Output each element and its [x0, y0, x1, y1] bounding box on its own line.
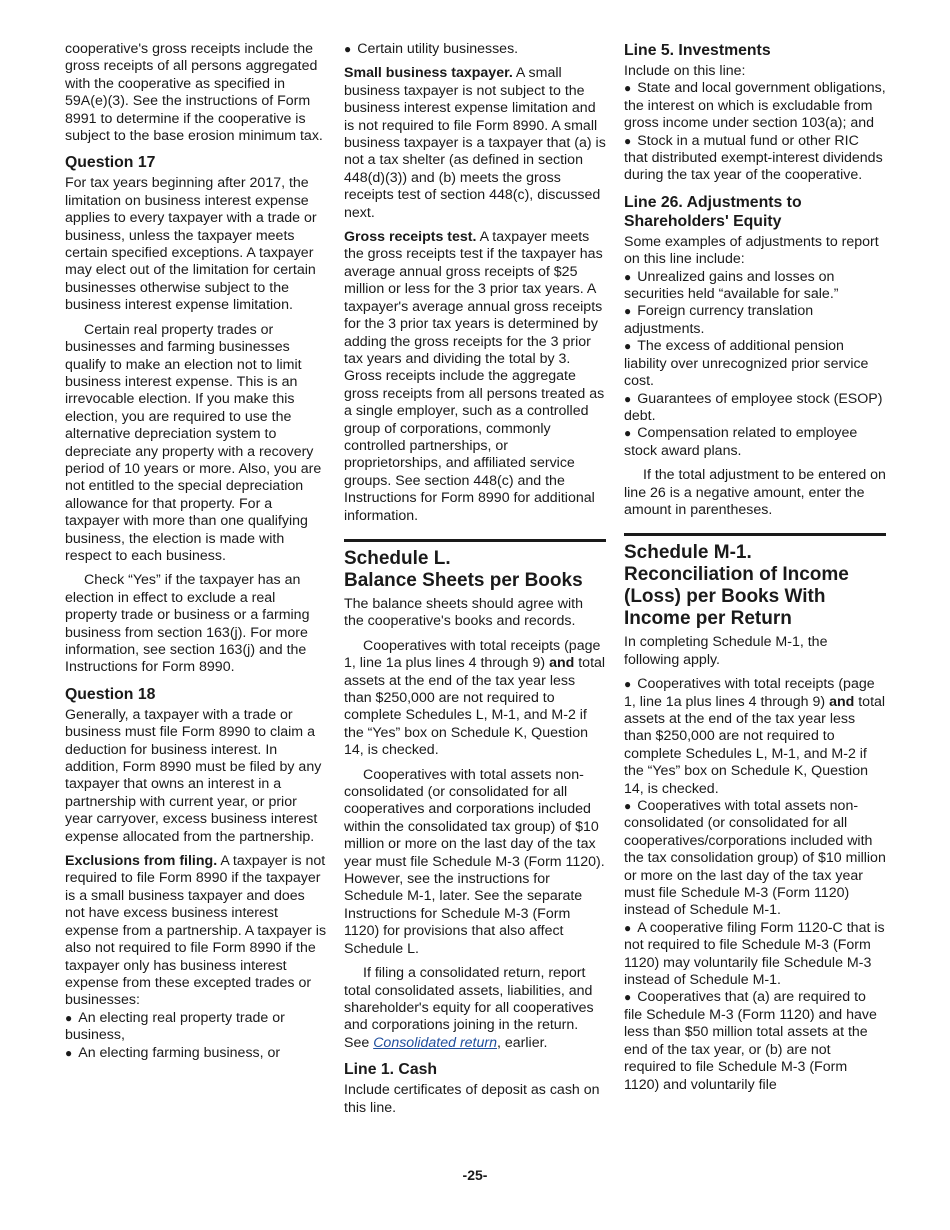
schedule-m1-intro: In completing Schedule M-1, the following apply. [624, 634, 828, 668]
bullet-icon: ● [624, 269, 632, 284]
question-17-paragraph-1: For tax years beginning after 2017, the limitation on business interest expense applies to every taxpayer with a trade or business, unless the taxpayer meets certain specified exceptions. A taxpayer may elect out of the limitation for certain businesses otherwise subject to the business interest expense limitation. [65, 175, 317, 314]
small-business-label: Small business taxpayer. [344, 65, 513, 82]
question-17-paragraph-3: Check “Yes” if the taxpayer has an election in effect to exclude a real property trade or business or a farming business from section 163(j). For more information, see section 163(j) and the Instructions for Form 8990. [65, 572, 310, 676]
question-18-heading: Question 18 [65, 685, 156, 703]
list-item: ● Cooperatives that (a) are required to file Schedule M-3 (Form 1120) and have less than $50 million total assets at the end of the tax year, or (b) are not required to file Schedule M-3 (Form 1120) and voluntarily file [624, 989, 877, 1093]
section-divider [344, 539, 606, 542]
list-item: ● Certain utility businesses. [344, 41, 519, 57]
exclusions-paragraph [65, 853, 327, 1010]
line-5-heading: Line 5. Investments [624, 42, 771, 59]
bullet-icon: ● [344, 42, 352, 56]
bullet-icon: ● [65, 1045, 73, 1060]
small-business-paragraph: Small business taxpayer. A small business taxpayer is not subject to the business interest expense limitation and is not required to file Form 8990. A small business taxpayer is a taxpayer that (a) is not a tax shelter (as defined in section 448(d)(3)) and (b) meets the gross receipts test of section 448(c), discussed next. [344, 65, 606, 221]
line-26-paragraph: If the total adjustment to be entered on line 26 is a negative amount, enter the amount in parentheses. [624, 467, 886, 518]
schedule-l-paragraph-3: Cooperatives with total assets non-consolidated (or consolidated for all cooperatives and corporations included within the consolidated tax group) of $10 million or more on the last day of the tax year must file Schedule M-3 (Form 1120). However, see the instructions for Schedule M-1, later. See the separate Instructions for Schedule M-3 (Form 1120) for provisions that also affect Schedule L. [344, 766, 605, 957]
page-number: -25- [462, 1167, 488, 1183]
question-17-heading: Question 17 [65, 154, 156, 172]
bullet-icon: ● [624, 391, 632, 406]
bullet-icon: ● [624, 677, 632, 692]
gross-receipts-paragraph: Gross receipts test. A taxpayer meets the gross receipts test if the taxpayer has average annual gross receipts of $25 million or less for the 3 prior tax years. A taxpayer's average annual gross receipts for the 3 prior tax years is determined by adding the gross receipts for the 3 prior tax years and dividing the total by 3. Gross receipts include the aggregate gross receipts from all persons treated as a single employer, such as a controlled group of corporations, commonly controlled partnerships, or proprietorships, and affiliated service groups. See section 448(c) and the Instructions for Form 8990 for additional information. [344, 229, 605, 524]
bullet-icon: ● [624, 920, 632, 935]
column-1 [65, 41, 327, 1069]
list-item: ● An electing real property trade or business, [65, 1009, 285, 1044]
column-3 [624, 41, 886, 1101]
bullet-icon: ● [624, 426, 632, 441]
bullet-icon: ● [624, 990, 632, 1005]
intro-paragraph: cooperative's gross receipts include the gross receipts of all persons aggregated with the cooperative as specified in 59A(e)(3). See the instructions of Form 8991 to determine if the cooperative is subject to the base erosion minimum tax. [65, 41, 323, 145]
list-item: ● Compensation related to employee stock award plans. [624, 425, 858, 459]
consolidated-return-link[interactable]: Consolidated return [373, 1034, 498, 1051]
schedule-l-paragraph-1: The balance sheets should agree with the cooperative's books and records. [344, 595, 583, 630]
list-item: ● Foreign currency translation adjustments. [624, 303, 814, 337]
line-5-bullet-list [624, 80, 886, 184]
list-item: ● Stock in a mutual fund or other RIC that distributed exempt-interest dividends during the tax year of the cooperative. [624, 132, 883, 184]
line-26-bullet-list [624, 269, 886, 460]
list-item: ● An electing farming business, or [65, 1044, 281, 1061]
exclusions-label: Exclusions from filing. [65, 853, 218, 870]
line-1-heading: Line 1. Cash [344, 1061, 438, 1079]
list-item: ● Cooperatives with total receipts (page 1, line 1a plus lines 4 through 9) and total assets at the end of the tax year less than $250,000 are not required to complete Schedules L, M-1, and M-2 if the “Yes” box on Schedule K, Question 14, is checked. [624, 676, 886, 797]
column-2 [344, 41, 606, 1124]
list-item: ● Cooperatives with total assets non-consolidated (or consolidated for all cooperatives/corporations included with the tax consolidation group) of $10 million or more on the last day of the tax year must file Schedule M-3 (Form 1120) instead of Schedule M-1. [624, 798, 886, 919]
bullet-icon: ● [65, 1010, 73, 1025]
question-17-paragraph-2: Certain real property trades or businesses and farming businesses qualify to make an election not to limit business interest expense. This is an irrevocable election. If you make this election, you are required to use the alternative depreciation system to depreciate any property with a recovery period of 10 years or more. Also, you are not entitled to the special depreciation allowance for that property. For a taxpayer with more than one qualifying business, the election is made with respect to each business. [65, 321, 322, 564]
list-item: ● Unrealized gains and losses on securities held “available for sale.” [624, 268, 839, 303]
schedule-m1-heading: Schedule M-1. Reconciliation of Income (Loss) per Books With Income per Return [624, 542, 849, 630]
bullet-icon: ● [624, 304, 632, 319]
exclusions-text: A taxpayer is not required to file Form 8990 if the taxpayer is a small business taxpayer and does not have excess business interest expense from a partnership. A taxpayer is also not required to file Form 8990 if the taxpayer only has business interest expense from these excepted trades or businesses: [65, 853, 327, 1009]
gross-receipts-label: Gross receipts test. [344, 229, 477, 246]
list-item: ● State and local government obligations, the interest on which is excludable from gross income under section 103(a); and [624, 80, 886, 132]
exclusions-bullet-list [65, 1010, 327, 1062]
schedule-l-paragraph-2: Cooperatives with total receipts (page 1, line 1a plus lines 4 through 9) and total assets at the end of the tax year less than $250,000 are not required to complete Schedules L, M-1, and M-2 if the “Yes” box on Schedule K, Question 14, is checked. [344, 637, 606, 759]
section-divider [624, 533, 886, 536]
schedule-l-paragraph-4: If filing a consolidated return, report total consolidated assets, liabilities, and shareholder's equity for all cooperatives and corporations joining in the return. See Consolidated return, earlier. [344, 965, 594, 1051]
schedule-m1-bullet-list [624, 676, 886, 1094]
line-5-intro: Include on this line: [624, 63, 746, 79]
list-item: ● The excess of additional pension liability over unrecognized prior service cost. [624, 338, 869, 390]
line-1-paragraph: Include certificates of deposit as cash on this line. [344, 1082, 600, 1116]
bullet-icon: ● [624, 133, 632, 148]
list-item: ● Guarantees of employee stock (ESOP) debt. [624, 390, 883, 424]
schedule-l-heading: Schedule L. Balance Sheets per Books [344, 547, 583, 591]
bullet-icon: ● [624, 799, 632, 813]
question-18-paragraph-1: Generally, a taxpayer with a trade or business must file Form 8990 to claim a deduction for business interest. In addition, Form 8990 must be filed by any taxpayer that owns an interest in a partnership with current year, or prior year carryover, excess business interest expense allocated from the partnership. [65, 706, 322, 845]
bullet-icon: ● [624, 81, 632, 96]
line-26-heading: Line 26. Adjustments to Shareholders' Equity [624, 193, 802, 230]
list-item: ● A cooperative filing Form 1120-C that is not required to file Schedule M-3 (Form 1120) may voluntarily file Schedule M-3 instead of Schedule M-1. [624, 919, 885, 989]
bullet-icon: ● [624, 339, 632, 354]
line-26-intro: Some examples of adjustments to report on this line include: [624, 233, 879, 268]
